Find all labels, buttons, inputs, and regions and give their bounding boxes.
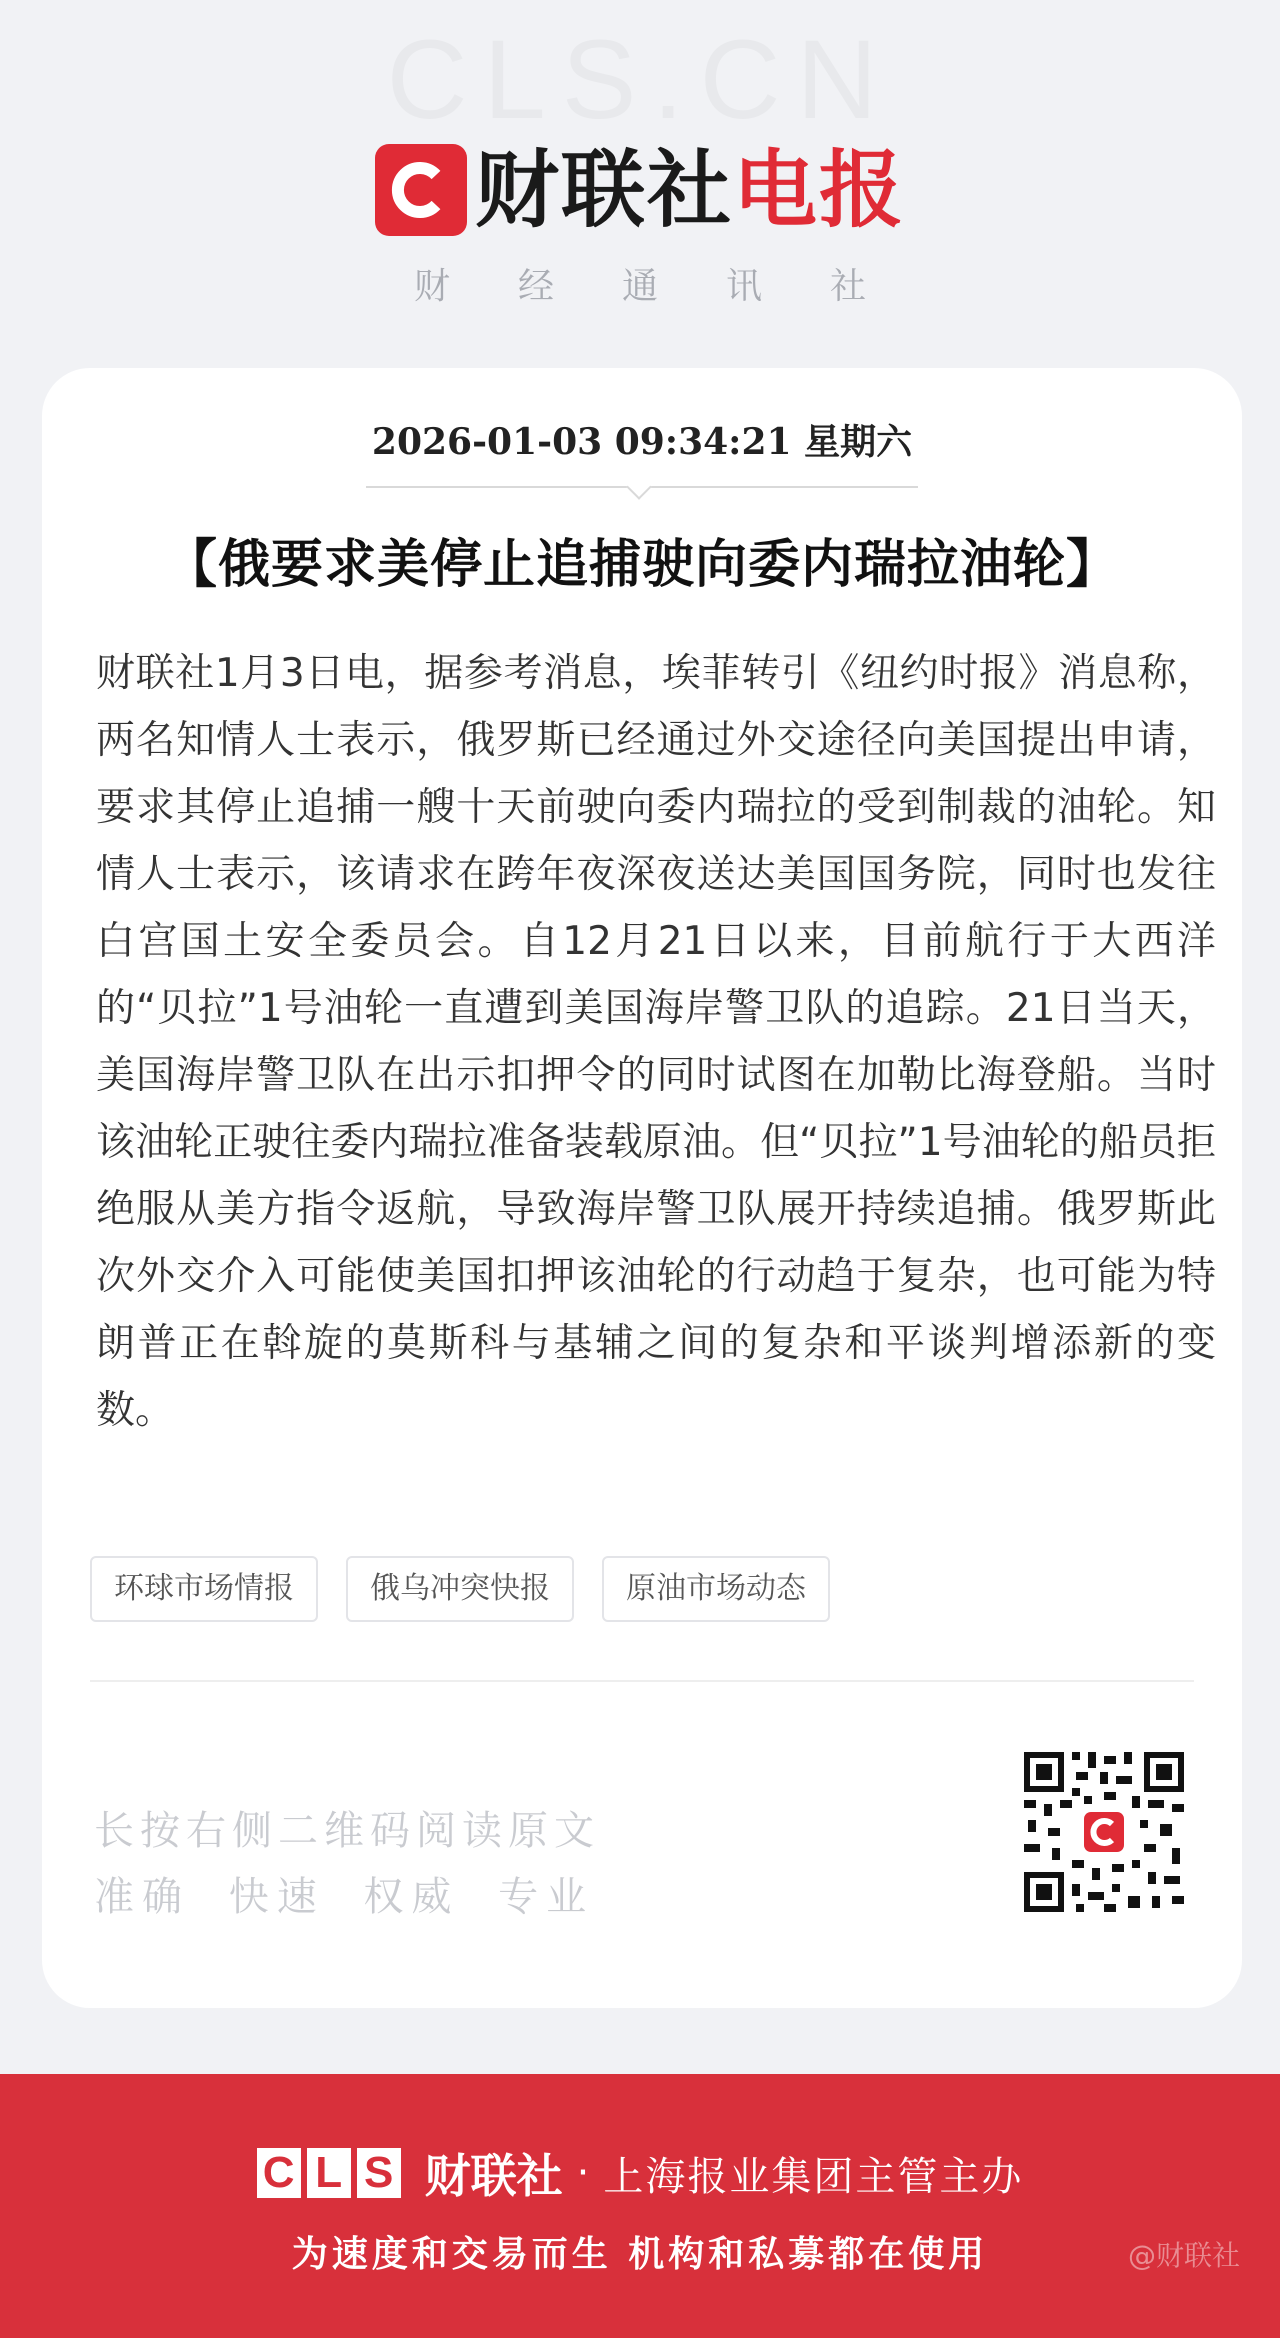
cls-letter-s: S (357, 2148, 401, 2198)
cls-letter-c: C (257, 2148, 301, 2198)
logo-main: 财联社 (474, 141, 733, 239)
tag-list (90, 1556, 830, 1622)
article-headline: 【俄要求美停止追捕驶向委内瑞拉油轮】 (164, 534, 1119, 595)
brand-logo (0, 140, 1280, 240)
tag-russia-ukraine[interactable]: 俄乌冲突快报 (346, 1556, 574, 1622)
footer-banner (0, 2074, 1280, 2338)
brand-subtitle: 财经通讯社 (413, 266, 934, 307)
tag-crude-oil[interactable]: 原油市场动态 (602, 1556, 830, 1622)
card-divider (90, 1680, 1194, 1682)
qr-code-icon[interactable] (1020, 1748, 1188, 1916)
datetime-notch (626, 474, 651, 499)
footer-watermark: @财联社 (1127, 2239, 1240, 2272)
watermark-text: CLS.CN (386, 17, 894, 142)
read-more-prompt (94, 1798, 600, 1930)
footer-organizer: 上海报业集团主管主办 (603, 2153, 1024, 2200)
logo-wordmark (475, 140, 905, 240)
cta-line1: 长按右侧二维码阅读原文 (94, 1808, 600, 1854)
tag-global-market[interactable]: 环球市场情报 (90, 1556, 318, 1622)
article-card (42, 368, 1242, 2008)
article-body: 财联社1月3日电，据参考消息，埃菲转引《纽约时报》消息称，两名知情人士表示，俄罗斯已经通过外交途径向美国提出申请，要求其停止追捕一艘十天前驶向委内瑞拉的受到制裁的油轮。知情人士表示，该请求在跨年夜深夜送达美国国务院，同时也发往白宫国土安全委员会。自12月21日以来，目前航行于大西洋的“贝拉”1号油轮一直遭到美国海岸警卫队的追踪。21日当天，美国海岸警卫队在出示扣押令的同时试图在加勒比海登船。当时该油轮正驶往委内瑞拉准备装载原油。但“贝拉”1号油轮的船员拒绝服从美方指令返航，导致海岸警卫队展开持续追捕。俄罗斯此次外交介入可能使美国扣押该油轮的行动趋于复杂，也可能为特朗普正在斡旋的莫斯科与基辅之间的复杂和平谈判增添新的变数。 (96, 651, 1216, 1433)
article-datetime: 2026-01-03 09:34:21 星期六 (371, 421, 913, 463)
footer-brand-name: 财联社 (424, 2149, 563, 2203)
footer-separator: · (576, 2150, 590, 2196)
footer-slogan: 为速度和交易而生 机构和私募都在使用 (291, 2233, 989, 2275)
footer-brand-row (0, 2140, 1280, 2206)
cta-line2: 准确 快速 权威 专业 (94, 1874, 595, 1920)
logo-accent: 电报 (733, 141, 906, 239)
cls-letter-logo (257, 2148, 401, 2198)
cls-c-logo-icon (375, 144, 467, 236)
cls-letter-l: L (307, 2148, 351, 2198)
